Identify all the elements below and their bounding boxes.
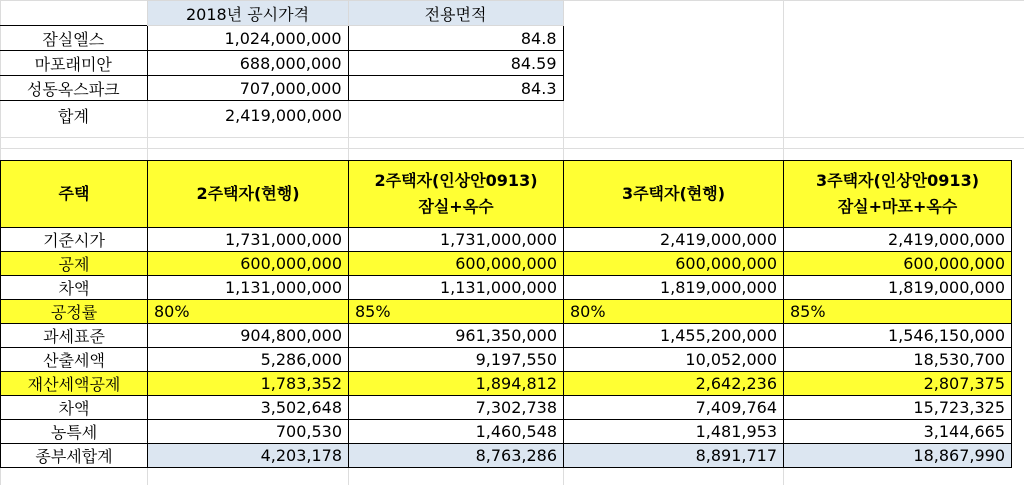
top-header-row <box>0 1 563 26</box>
value-cell[interactable]: 1,731,000,000 <box>349 228 564 252</box>
row-label[interactable]: 차액 <box>1 276 148 300</box>
value-cell[interactable]: 1,819,000,000 <box>784 276 1012 300</box>
property-area[interactable]: 84.3 <box>348 76 563 101</box>
value-cell[interactable]: 1,131,000,000 <box>349 276 564 300</box>
property-price-table <box>0 0 564 129</box>
header-3house-proposal[interactable] <box>784 161 1012 228</box>
header-subline: 잠실+옥수 <box>418 197 494 216</box>
row-label[interactable]: 재산세액공제 <box>1 372 148 396</box>
value-cell[interactable]: 80% <box>148 300 349 324</box>
value-cell[interactable]: 7,302,738 <box>349 396 564 420</box>
row-label[interactable]: 산출세액 <box>1 348 148 372</box>
property-name[interactable]: 마포래미안 <box>0 51 147 76</box>
header-line: 3주택자(현행) <box>621 184 726 203</box>
value-cell[interactable]: 80% <box>564 300 784 324</box>
value-cell[interactable]: 1,819,000,000 <box>564 276 784 300</box>
row-label[interactable]: 농특세 <box>1 420 148 444</box>
table-row <box>1 372 1012 396</box>
corner-cell[interactable] <box>0 1 147 26</box>
property-name[interactable]: 잠실엘스 <box>0 26 147 51</box>
value-cell[interactable]: 3,502,648 <box>148 396 349 420</box>
property-area[interactable]: 84.8 <box>348 26 563 51</box>
property-price[interactable]: 688,000,000 <box>147 51 348 76</box>
row-label[interactable]: 공정률 <box>1 300 148 324</box>
header-line: 3주택자(인상안0913) <box>815 171 980 190</box>
value-cell[interactable]: 4,203,178 <box>148 444 349 468</box>
row-label[interactable]: 기준시가 <box>1 228 148 252</box>
header-line: 2주택자(현행) <box>196 184 300 203</box>
value-cell[interactable]: 600,000,000 <box>784 252 1012 276</box>
header-area[interactable]: 전용면적 <box>348 1 563 26</box>
value-cell[interactable]: 700,530 <box>148 420 349 444</box>
value-cell[interactable]: 1,546,150,000 <box>784 324 1012 348</box>
table-row <box>1 420 1012 444</box>
empty-cell[interactable] <box>348 101 563 130</box>
value-cell[interactable]: 9,197,550 <box>349 348 564 372</box>
row-label[interactable]: 공제 <box>1 252 148 276</box>
value-cell[interactable]: 1,731,000,000 <box>148 228 349 252</box>
row-label[interactable]: 차액 <box>1 396 148 420</box>
value-cell[interactable]: 1,131,000,000 <box>148 276 349 300</box>
header-2house-current[interactable] <box>148 161 349 228</box>
value-cell[interactable]: 600,000,000 <box>564 252 784 276</box>
value-cell[interactable]: 15,723,325 <box>784 396 1012 420</box>
table-row <box>1 276 1012 300</box>
property-price[interactable]: 707,000,000 <box>147 76 348 101</box>
header-line: 2주택자(인상안0913) <box>374 171 538 190</box>
value-cell[interactable]: 1,455,200,000 <box>564 324 784 348</box>
row-label[interactable]: 종부세합계 <box>1 444 148 468</box>
value-cell[interactable]: 8,891,717 <box>564 444 784 468</box>
value-cell[interactable]: 1,460,548 <box>349 420 564 444</box>
value-cell[interactable]: 18,530,700 <box>784 348 1012 372</box>
value-cell[interactable]: 85% <box>784 300 1012 324</box>
table-row <box>1 348 1012 372</box>
value-cell[interactable]: 600,000,000 <box>148 252 349 276</box>
property-price[interactable]: 1,024,000,000 <box>147 26 348 51</box>
value-cell[interactable]: 1,894,812 <box>349 372 564 396</box>
value-cell[interactable]: 8,763,286 <box>349 444 564 468</box>
value-cell[interactable]: 1,783,352 <box>148 372 349 396</box>
total-row <box>0 101 563 130</box>
header-price[interactable]: 2018년 공시가격 <box>147 1 348 26</box>
header-line: 주택 <box>58 184 90 203</box>
table-row <box>1 396 1012 420</box>
value-cell[interactable]: 1,481,953 <box>564 420 784 444</box>
value-cell[interactable]: 7,409,764 <box>564 396 784 420</box>
property-tax-table <box>0 160 1012 468</box>
total-value[interactable]: 2,419,000,000 <box>224 105 342 125</box>
row-label[interactable]: 과세표준 <box>1 324 148 348</box>
table-row <box>1 300 1012 324</box>
tax-header-row <box>1 161 1012 228</box>
property-area[interactable]: 84.59 <box>348 51 563 76</box>
property-name[interactable]: 성동옥스파크 <box>0 76 147 101</box>
header-subline: 잠실+마포+옥수 <box>837 197 958 216</box>
table-row <box>1 252 1012 276</box>
table-row <box>0 76 563 101</box>
value-cell[interactable]: 85% <box>349 300 564 324</box>
header-housing[interactable] <box>1 161 148 228</box>
value-cell[interactable]: 5,286,000 <box>148 348 349 372</box>
value-cell[interactable]: 2,642,236 <box>564 372 784 396</box>
value-cell[interactable]: 10,052,000 <box>564 348 784 372</box>
value-cell[interactable]: 3,144,665 <box>784 420 1012 444</box>
value-cell[interactable]: 961,350,000 <box>349 324 564 348</box>
value-cell[interactable]: 2,419,000,000 <box>564 228 784 252</box>
table-row <box>0 51 563 76</box>
header-2house-proposal[interactable] <box>349 161 564 228</box>
value-cell[interactable]: 2,419,000,000 <box>784 228 1012 252</box>
value-cell[interactable]: 18,867,990 <box>784 444 1012 468</box>
value-cell[interactable]: 600,000,000 <box>349 252 564 276</box>
total-label[interactable]: 합계 <box>58 106 89 126</box>
table-row <box>1 228 1012 252</box>
value-cell[interactable]: 2,807,375 <box>784 372 1012 396</box>
header-3house-current[interactable] <box>564 161 784 228</box>
value-cell[interactable]: 904,800,000 <box>148 324 349 348</box>
table-row <box>0 26 563 51</box>
table-row <box>1 444 1012 468</box>
table-row <box>1 324 1012 348</box>
